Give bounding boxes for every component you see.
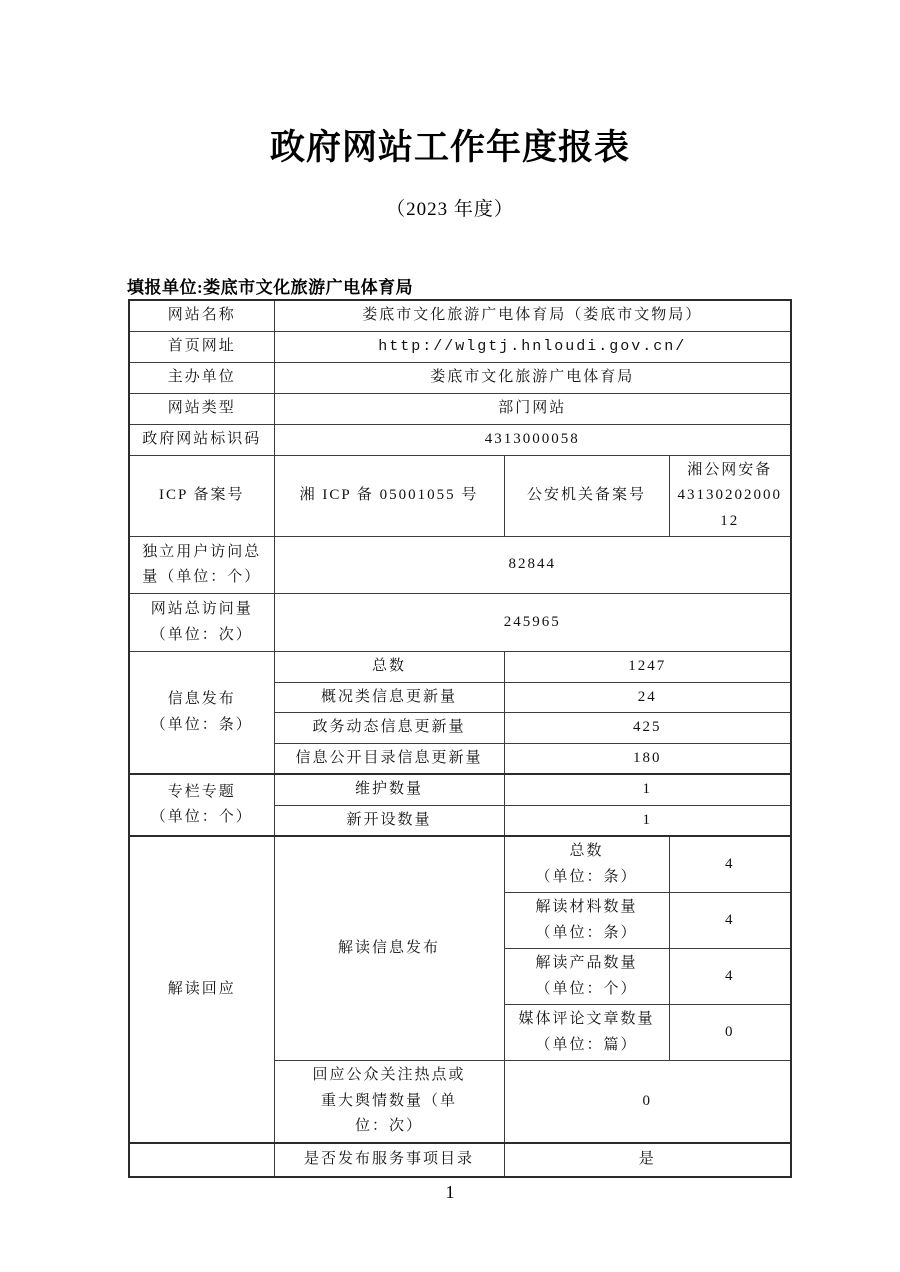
table-row [129,424,791,455]
special-columns-group-label: 专栏专题 （单位：个） [129,774,274,836]
info-release-row-value: 24 [504,682,791,713]
special-columns-row-label: 维护数量 [274,774,504,805]
page-subtitle: （2023 年度） [386,199,514,220]
interpretation-row-label: 媒体评论文章数量 （单位：篇） [504,1005,669,1061]
report-table [128,299,792,1178]
hotspot-response-value: 0 [504,1061,791,1143]
info-release-row-label: 政务动态信息更新量 [274,713,504,744]
table-row [129,362,791,393]
home-url-label: 首页网址 [129,331,274,362]
security-filing-value: 湘公网安备 4313020200012 [669,455,791,537]
info-release-row-value: 180 [504,743,791,774]
organizer-label: 主办单位 [129,362,274,393]
interpretation-row-value: 4 [669,836,791,893]
total-visits-value: 245965 [274,594,791,652]
security-filing-label: 公安机关备案号 [504,455,669,537]
site-type-label: 网站类型 [129,393,274,424]
info-release-group-label: 信息发布 （单位：条） [129,652,274,775]
site-code-value: 4313000058 [274,424,791,455]
empty-cell [129,1143,274,1177]
info-release-row-label: 总数 [274,652,504,683]
unique-visitors-value: 82844 [274,537,791,594]
page-number: 1 [445,1182,455,1202]
unique-visitors-label: 独立用户访问总量（单位：个） [129,537,274,594]
table-row [129,537,791,594]
interpretation-row-label: 解读产品数量 （单位：个） [504,949,669,1005]
interpretation-row-label: 总数 （单位：条） [504,836,669,893]
table-row [129,1143,791,1177]
interpretation-row-value: 4 [669,893,791,949]
info-release-row-value: 1247 [504,652,791,683]
service-catalog-label: 是否发布服务事项目录 [274,1143,504,1177]
icp-label: ICP 备案号 [129,455,274,537]
table-row [129,594,791,652]
info-release-row-label: 概况类信息更新量 [274,682,504,713]
interpretation-row-value: 0 [669,1005,791,1061]
hotspot-response-label: 回应公众关注热点或重大舆情数量（单位：次） [274,1061,504,1143]
reporting-unit: 填报单位:娄底市文化旅游广电体育局 [127,278,414,297]
organizer-value: 娄底市文化旅游广电体育局 [274,362,791,393]
interpretation-release-label: 解读信息发布 [274,836,504,1061]
special-columns-row-label: 新开设数量 [274,805,504,836]
site-code-label: 政府网站标识码 [129,424,274,455]
site-name-label: 网站名称 [129,300,274,331]
interpretation-row-label: 解读材料数量 （单位：条） [504,893,669,949]
table-row [129,652,791,683]
site-type-value: 部门网站 [274,393,791,424]
total-visits-label: 网站总访问量（单位：次） [129,594,274,652]
table-row [129,455,791,537]
info-release-row-label: 信息公开目录信息更新量 [274,743,504,774]
page-title: 政府网站工作年度报表 [269,128,630,167]
site-name-value: 娄底市文化旅游广电体育局（娄底市文物局） [274,300,791,331]
interpretation-group-label: 解读回应 [129,836,274,1143]
home-url-value: http://wlgtj.hnloudi.gov.cn/ [274,331,791,362]
table-row [129,393,791,424]
special-columns-row-value: 1 [504,774,791,805]
icp-value: 湘 ICP 备 05001055 号 [274,455,504,537]
table-row [129,331,791,362]
table-row [129,774,791,805]
table-row [129,836,791,893]
service-catalog-value: 是 [504,1143,791,1177]
interpretation-row-value: 4 [669,949,791,1005]
special-columns-row-value: 1 [504,805,791,836]
table-row [129,300,791,331]
info-release-row-value: 425 [504,713,791,744]
